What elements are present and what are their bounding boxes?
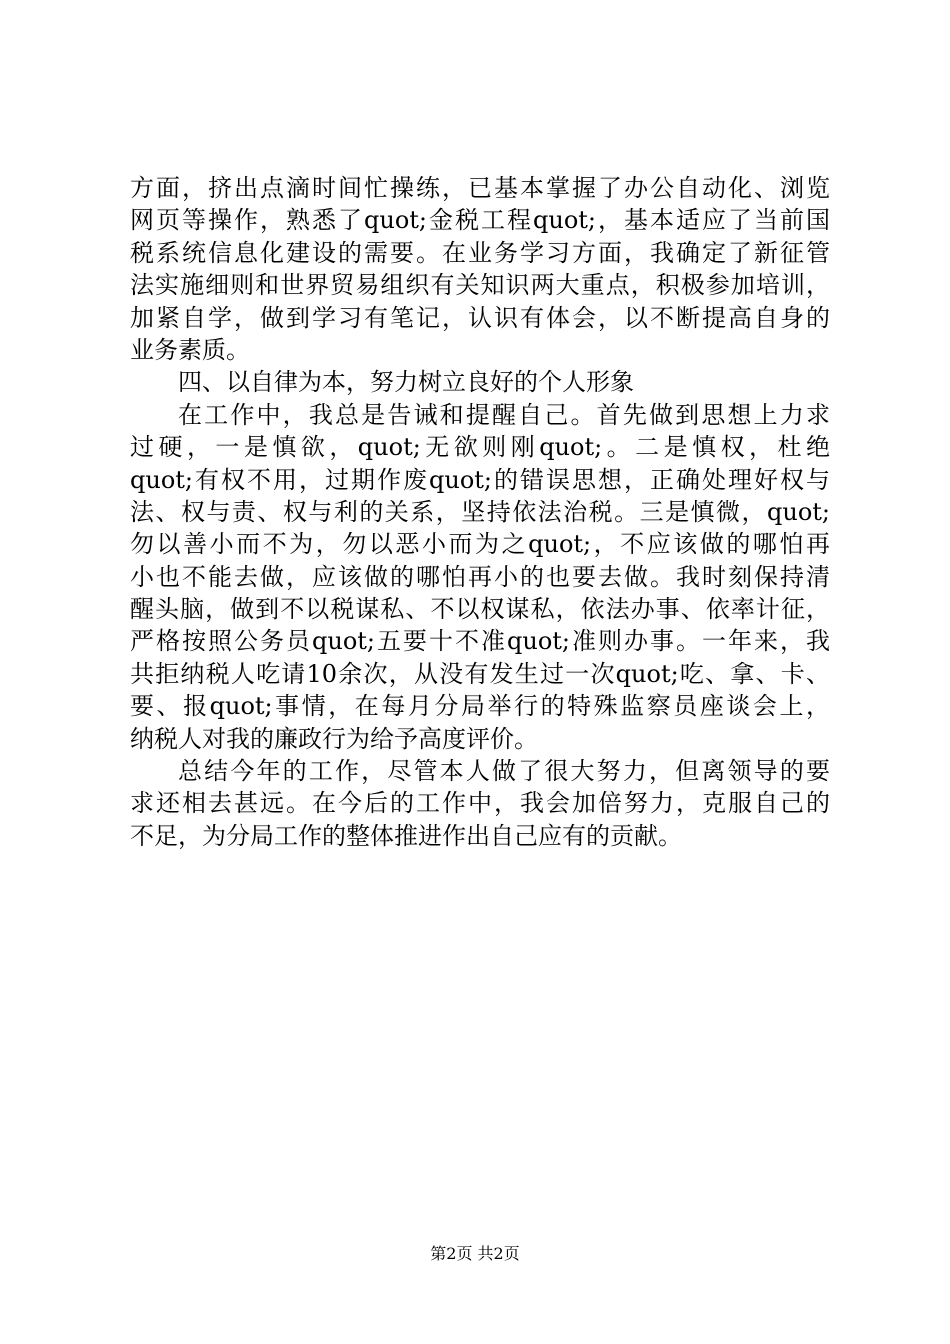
text-line: 不足，为分局工作的整体推进作出自己应有的贡献。 [130, 821, 682, 850]
text-line: 方面，挤出点滴时间忙操练，已基本掌握了办公自动化、浏览 [130, 174, 830, 202]
text-line: 网页等操作，熟悉了quot;金税工程quot;，基本适应了当前国 [130, 206, 830, 235]
text-line: quot;有权不用，过期作废quot;的错误思想，正确处理好权与 [130, 465, 830, 494]
text-line: 税系统信息化建设的需要。在业务学习方面，我确定了新征管 [130, 238, 830, 267]
text-line: 要、报quot;事情，在每月分局举行的特殊监察员座谈会上， [130, 692, 830, 721]
text-line: 纳税人对我的廉政行为给予高度评价。 [130, 724, 538, 753]
text-line: 业务素质。 [130, 335, 250, 364]
paragraph-skills [130, 172, 830, 366]
paragraph-summary [130, 755, 830, 852]
text-line: 加紧自学，做到学习有笔记，认识有体会，以不断提高自身的 [130, 303, 830, 332]
text-line: 勿以善小而不为，勿以恶小而为之quot;，不应该做的哪怕再 [130, 530, 830, 559]
page-number-footer: 第2页 共2页 [430, 1244, 520, 1263]
text-line: 严格按照公务员quot;五要十不准quot;准则办事。一年来，我 [130, 627, 830, 656]
section-heading-self-discipline [130, 366, 830, 398]
text-line: 过硬，一是慎欲，quot;无欲则刚quot;。二是慎权，杜绝 [130, 433, 830, 462]
text-line: 法、权与责、权与利的关系，坚持依法治税。三是慎微，quot; [130, 497, 830, 526]
text-line: 在工作中，我总是告诫和提醒自己。首先做到思想上力求 [178, 400, 830, 429]
text-line: 求还相去甚远。在今后的工作中，我会加倍努力，克服自己的 [130, 789, 830, 818]
text-line: 法实施细则和世界贸易组织有关知识两大重点，积极参加培训， [130, 271, 830, 300]
paragraph-integrity [130, 399, 830, 755]
text-line: 共拒纳税人吃请10余次，从没有发生过一次quot;吃、拿、卡、 [130, 659, 830, 688]
text-line: 总结今年的工作，尽管本人做了很大努力，但离领导的要 [178, 757, 830, 786]
text-line: 小也不能去做，应该做的哪怕再小的也要去做。我时刻保持清 [130, 562, 830, 591]
section-heading: 四、以自律为本，努力树立良好的个人形象 [178, 368, 634, 397]
text-line: 醒头脑，做到不以税谋私、不以权谋私，依法办事、依率计征， [130, 595, 830, 624]
document-body [130, 172, 830, 852]
